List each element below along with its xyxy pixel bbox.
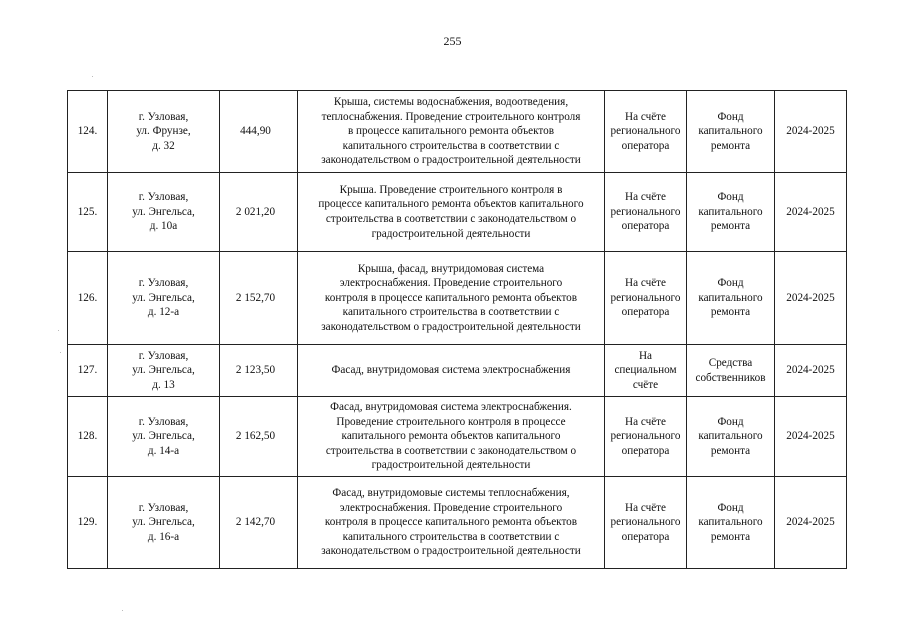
funding-source-cell [687,477,775,569]
cell-line: д. 12-а [147,306,180,319]
cell-line: ремонта [710,220,751,233]
cell-line: Проведение строительного контроля в процессе [336,415,566,428]
cell-line: д. 10а [149,220,178,233]
cell-line: На счёте [624,415,667,428]
funding-source-cell [687,345,775,397]
cell-line: оператора [621,306,670,319]
cell-line: оператора [621,220,670,233]
table-row [68,345,847,397]
cell-line: г. Узловая, [138,349,189,362]
cell-line: счёте [632,378,659,391]
row-number: 129. [68,477,108,569]
period-cell: 2024-2025 [775,91,847,173]
cell-line: регионального [610,205,681,218]
cell-line: Фасад, внутридомовая система электроснабжения. [330,401,572,414]
cell-line: в процессе капитального ремонта объектов [347,125,555,138]
area-cell: 2 142,70 [220,477,298,569]
cell-line: законодательством о градостроительной деятельности [321,545,581,558]
address-cell [108,252,220,345]
row-number: 128. [68,397,108,477]
cell-line: ул. Энгельса, [132,291,195,304]
cell-line: Фонд [717,501,744,514]
cell-line: ремонта [710,306,751,319]
cell-line: градостроительной деятельности [371,227,531,240]
scan-speck [60,352,61,353]
table-row [68,477,847,569]
table-row [68,252,847,345]
row-number: 127. [68,345,108,397]
cell-line: д. 32 [152,139,175,152]
account-cell [605,91,687,173]
repair-registry-table [67,90,847,569]
cell-line: контроля в процессе капитального ремонта объектов [324,516,578,529]
table-row [68,91,847,173]
cell-line: г. Узловая, [138,191,189,204]
cell-line: г. Узловая, [138,277,189,290]
funding-source-cell [687,173,775,252]
cell-line: контроля в процессе капитального ремонта объектов [324,291,578,304]
works-description-cell [298,345,605,397]
cell-line: Крыша, системы водоснабжения, водоотведения, [333,96,569,109]
funding-source-cell [687,397,775,477]
cell-line: д. 13 [152,378,175,391]
address-cell [108,173,220,252]
row-number: 126. [68,252,108,345]
page-number: 255 [443,34,462,48]
cell-line: капитального [698,516,763,529]
scan-speck [92,76,93,77]
cell-line: ул. Фрунзе, [136,125,191,138]
cell-line: г. Узловая, [138,501,189,514]
cell-line: процессе капитального ремонта объектов капитального [318,198,584,211]
funding-source-cell [687,252,775,345]
table-row [68,173,847,252]
area-cell: 2 152,70 [220,252,298,345]
cell-line: На счёте [624,191,667,204]
cell-line: регионального [610,430,681,443]
area-cell: 2 162,50 [220,397,298,477]
table-body [68,91,847,569]
cell-line: ремонта [710,444,751,457]
cell-line: теплоснабжения. Проведение строительного контроля [321,110,581,123]
cell-line: д. 16-а [147,530,180,543]
cell-line: Фасад, внутридомовая система электроснабжения [331,364,571,377]
period-cell: 2024-2025 [775,173,847,252]
scan-speck [122,610,123,611]
works-description-cell [298,477,605,569]
cell-line: Фасад, внутридомовые системы теплоснабжения, [332,487,570,500]
works-description-cell [298,173,605,252]
cell-line: ремонта [710,139,751,152]
address-cell [108,477,220,569]
account-cell [605,397,687,477]
cell-line: строительства в соответствии с законодательством о [325,444,577,457]
cell-line: ремонта [710,530,751,543]
account-cell [605,252,687,345]
cell-line: оператора [621,139,670,152]
cell-line: капитального [698,430,763,443]
cell-line: ул. Энгельса, [132,364,195,377]
cell-line: капитального строительства в соответствии с [342,530,560,543]
account-cell [605,345,687,397]
cell-line: регионального [610,516,681,529]
cell-line: капитального [698,205,763,218]
address-cell [108,397,220,477]
cell-line: ул. Энгельса, [132,516,195,529]
area-cell: 2 123,50 [220,345,298,397]
address-cell [108,345,220,397]
table-row [68,397,847,477]
row-number: 124. [68,91,108,173]
cell-line: Средства [708,356,753,369]
cell-line: собственников [695,371,766,384]
cell-line: Фонд [717,277,744,290]
cell-line: ул. Энгельса, [132,430,195,443]
period-cell: 2024-2025 [775,345,847,397]
area-cell: 444,90 [220,91,298,173]
cell-line: д. 14-а [147,444,180,457]
row-number: 125. [68,173,108,252]
cell-line: капитального [698,291,763,304]
cell-line: ул. Энгельса, [132,205,195,218]
cell-line: г. Узловая, [138,110,189,123]
works-description-cell [298,252,605,345]
account-cell [605,173,687,252]
cell-line: оператора [621,444,670,457]
works-description-cell [298,91,605,173]
cell-line: Фонд [717,415,744,428]
cell-line: Фонд [717,110,744,123]
funding-source-cell [687,91,775,173]
cell-line: На [638,349,653,362]
cell-line: На счёте [624,501,667,514]
cell-line: регионального [610,291,681,304]
cell-line: Фонд [717,191,744,204]
cell-line: капитального [698,125,763,138]
cell-line: На счёте [624,110,667,123]
cell-line: На счёте [624,277,667,290]
cell-line: законодательством о градостроительной деятельности [321,320,581,333]
address-cell [108,91,220,173]
cell-line: строительства в соответствии с законодательством о [325,213,577,225]
cell-line: электроснабжения. Проведение строительного [339,501,563,514]
cell-line: специальном [614,364,677,377]
cell-line: Крыша. Проведение строительного контроля в [339,183,563,196]
works-description-cell [298,397,605,477]
cell-line: законодательством о градостроительной деятельности [321,154,581,167]
cell-line: электроснабжения. Проведение строительного [339,277,563,290]
cell-line: капитального строительства в соответствии с [342,139,560,152]
cell-line: регионального [610,125,681,138]
account-cell [605,477,687,569]
period-cell: 2024-2025 [775,397,847,477]
cell-line: Крыша, фасад, внутридомовая система [357,262,545,275]
period-cell: 2024-2025 [775,477,847,569]
cell-line: оператора [621,530,670,543]
cell-line: капитального ремонта объектов капитального [341,430,561,443]
area-cell: 2 021,20 [220,173,298,252]
cell-line: градостроительной деятельности [371,459,531,472]
period-cell: 2024-2025 [775,252,847,345]
cell-line: капитального строительства в соответствии с [342,306,560,319]
scan-speck [58,330,59,331]
cell-line: г. Узловая, [138,415,189,428]
